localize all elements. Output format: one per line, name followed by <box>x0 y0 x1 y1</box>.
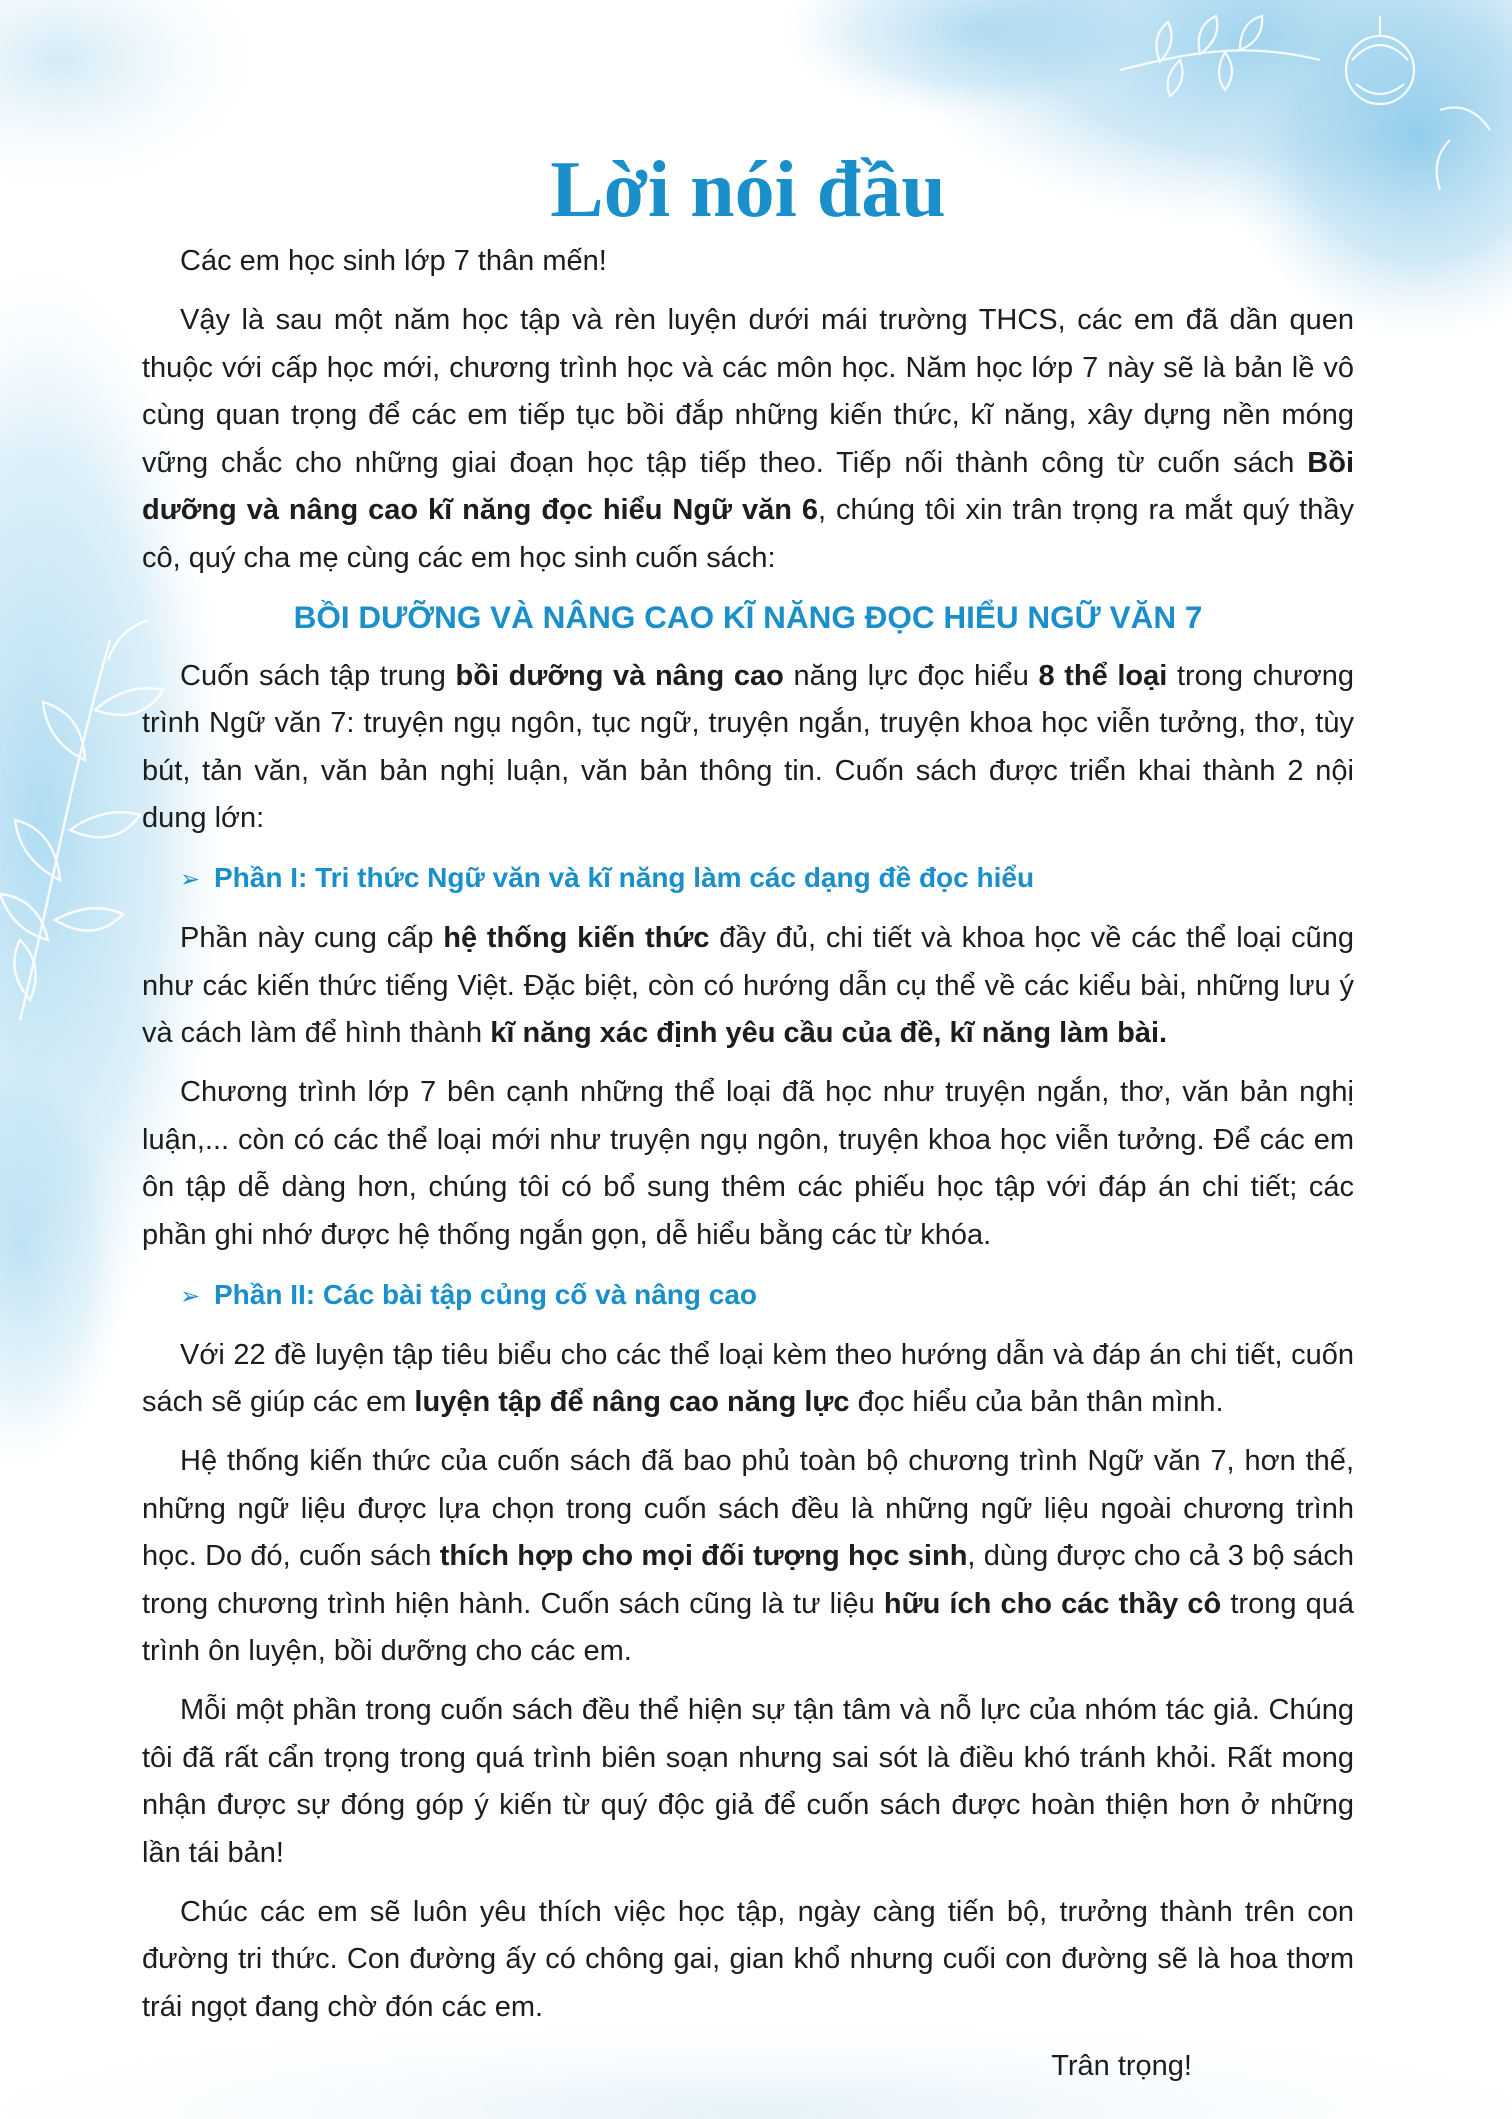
paragraph-intro: Vậy là sau một năm học tập và rèn luyện dưới mái trường THCS, các em đã dần quen thuộc với cấp học mới, chương trình học và các môn học. Năm học lớp 7 này sẽ là bản lề vô cùng quan trọng để các em tiếp tục bồi đắp những kiến thức, kĩ năng, xây dựng nền móng vững chắc cho những giai đoạn học tập tiếp theo. Tiếp nối thành công từ cuốn sách Bồi dưỡng và nâng cao kĩ năng đọc hiểu Ngữ văn 6, chúng tôi xin trân trọng ra mắt quý thầy cô, quý cha mẹ cùng các em học sinh cuốn sách: <box>142 304 1354 574</box>
section-heading-text: Phần I: Tri thức Ngữ văn và kĩ năng làm các dạng đề đọc hiểu <box>214 862 1035 893</box>
greeting-text: Các em học sinh lớp 7 thân mến! <box>180 245 607 277</box>
preface-body <box>142 238 1354 2102</box>
section-heading-text: Phần II: Các bài tập củng cố và nâng cao <box>214 1278 758 1310</box>
book-title-heading: BỒI DƯỠNG VÀ NÂNG CAO KĨ NĂNG ĐỌC HIỂU NGỮ VĂN 7 <box>293 598 1203 635</box>
paragraph-grade-7-program: Chương trình lớp 7 bên cạnh những thể loại đã học như truyện ngắn, thơ, văn bản nghị luận,... còn có các thể loại mới như truyện ngụ ngôn, truyện khoa học viễn tưởng. Để các em ôn tập dễ dàng hơn, chúng tôi có bổ sung thêm các phiếu học tập với đáp án chi tiết; các phần ghi nhớ được hệ thống ngắn gọn, dễ hiểu bằng các từ khóa. <box>142 1076 1354 1251</box>
arrow-bullet-icon: ➢ <box>180 1282 201 1310</box>
paragraph-wishes: Chúc các em sẽ luôn yêu thích việc học tập, ngày càng tiến bộ, trưởng thành trên con đường tri thức. Con đường ấy có chông gai, gian khổ nhưng cuối con đường sẽ là hoa thơm trái ngọt đang chờ đón các em. <box>142 1895 1354 2023</box>
section-heading-part-1 <box>142 854 1354 904</box>
arrow-bullet-icon: ➢ <box>180 866 201 893</box>
paragraph-coverage: Hệ thống kiến thức của cuốn sách đã bao phủ toàn bộ chương trình Ngữ văn 7, hơn thế, những ngữ liệu được lựa chọn trong cuốn sách đều là những ngữ liệu ngoài chương trình học. Do đó, cuốn sách thích hợp cho mọi đối tượng học sinh, dùng được cho cả 3 bộ sách trong chương trình hiện hành. Cuốn sách cũng là tư liệu hữu ích cho các thầy cô trong quá trình ôn luyện, bồi dưỡng cho các em. <box>142 1445 1354 1667</box>
page-title: Lời nói đầu <box>550 146 946 234</box>
paragraph-authors-note: Mỗi một phần trong cuốn sách đều thể hiện sự tận tâm và nỗ lực của nhóm tác giả. Chúng tôi đã rất cẩn trọng trong quá trình biên soạn nhưng sai sót là điều khó tránh khỏi. Rất mong nhận được sự đóng góp ý kiến từ quý độc giả để cuốn sách được hoàn thiện hơn ở những lần tái bản! <box>142 1694 1354 1869</box>
paragraph-content-overview: Cuốn sách tập trung bồi dưỡng và nâng cao năng lực đọc hiểu 8 thể loại trong chương trình Ngữ văn 7: truyện ngụ ngôn, tục ngữ, truyện ngắn, truyện khoa học viễn tưởng, thơ, tùy bút, tản văn, văn bản nghị luận, văn bản thông tin. Cuốn sách được triển khai thành 2 nội dung lớn: <box>142 659 1354 834</box>
greeting <box>142 238 1354 286</box>
paragraph-part-2: Với 22 đề luyện tập tiêu biểu cho các thể loại kèm theo hướng dẫn và đáp án chi tiết, cuốn sách sẽ giúp các em luyện tập để nâng cao năng lực đọc hiểu của bản thân mình. <box>142 1338 1354 1418</box>
previous-book-title: Bồi dưỡng và nâng cao kĩ năng đọc hiểu Ngữ văn 6 <box>142 446 1354 526</box>
signoff: Trân trọng! <box>1051 2049 1192 2082</box>
paragraph-part-1: Phần này cung cấp hệ thống kiến thức đầy đủ, chi tiết và khoa học về các thể loại cũng như các kiến thức tiếng Việt. Đặc biệt, còn có hướng dẫn cụ thể về các kiểu bài, những lưu ý và cách làm để hình thành kĩ năng xác định yêu cầu của đề, kĩ năng làm bài. <box>142 922 1354 1049</box>
section-heading-part-2 <box>142 1271 1354 1321</box>
